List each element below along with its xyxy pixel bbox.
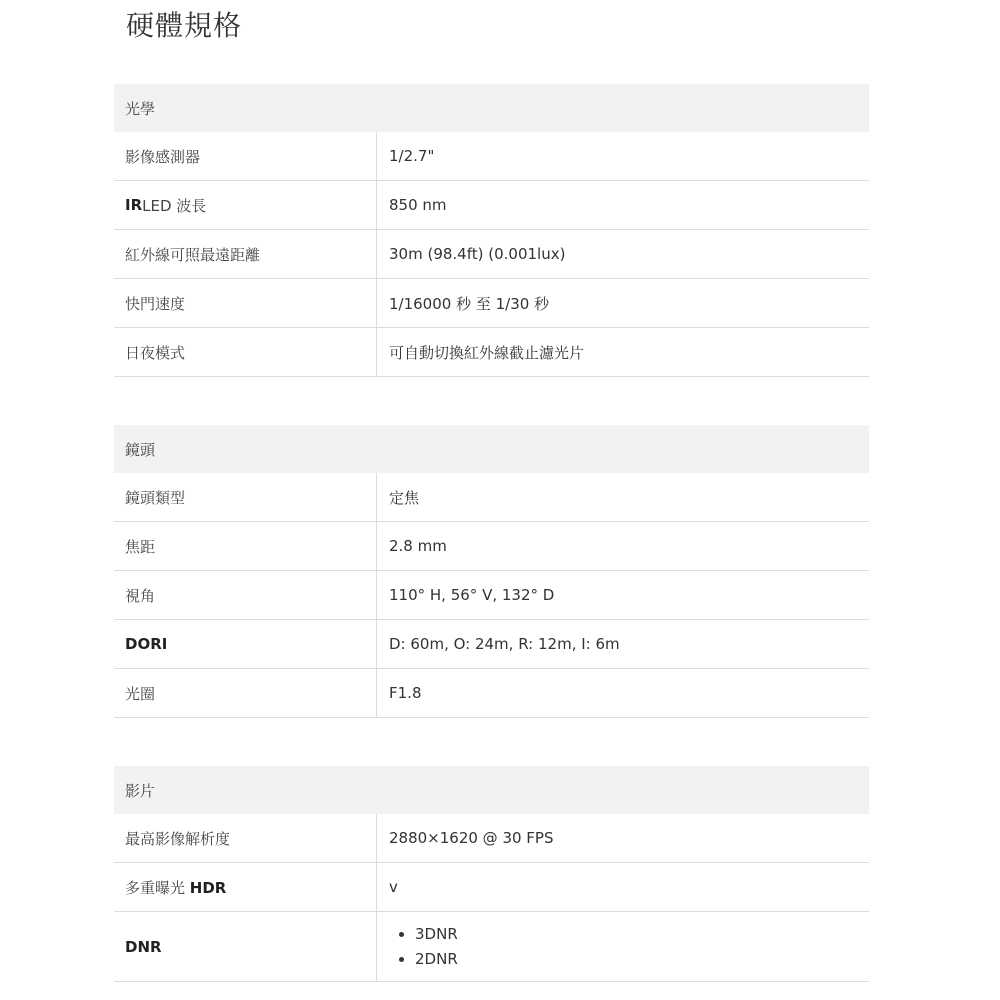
spec-row [114, 132, 869, 181]
spec-value: 30m (98.4ft) (0.001lux) [389, 245, 566, 263]
section-optics [114, 84, 869, 377]
section-lens [114, 425, 869, 718]
spec-row [114, 863, 869, 912]
spec-label: 紅外線可照最遠距離 [114, 230, 377, 278]
spec-label: 光圈 [114, 669, 377, 717]
spec-value [377, 912, 869, 981]
section-header: 鏡頭 [114, 425, 869, 473]
spec-row [114, 279, 869, 328]
page-title: 硬體規格 [126, 9, 243, 42]
spec-value: F1.8 [389, 684, 422, 702]
section-video [114, 766, 869, 982]
spec-value: 1/2.7" [389, 147, 435, 165]
list-item: • 2DNR [415, 947, 458, 972]
spec-row [114, 814, 869, 863]
spec-label: 快門速度 [114, 279, 377, 327]
spec-value: 850 nm [389, 196, 447, 214]
spec-label: DNR [114, 912, 377, 981]
spec-value: 2.8 mm [389, 537, 447, 555]
spec-label: 視角 [114, 571, 377, 619]
spec-row [114, 328, 869, 377]
spec-value: 2880×1620 @ 30 FPS [389, 829, 554, 847]
spec-row [114, 522, 869, 571]
spec-label: 最高影像解析度 [114, 814, 377, 862]
spec-label: 日夜模式 [114, 328, 377, 376]
spec-row [114, 473, 869, 522]
section-header: 影片 [114, 766, 869, 814]
spec-row [114, 230, 869, 279]
spec-row [114, 571, 869, 620]
spec-value: 110° H, 56° V, 132° D [389, 586, 555, 604]
spec-value: D: 60m, O: 24m, R: 12m, I: 6m [389, 635, 620, 653]
section-header: 光學 [114, 84, 869, 132]
spec-label: IR LED 波長 [114, 181, 377, 229]
spec-row [114, 912, 869, 982]
spec-label [114, 863, 377, 911]
spec-value: 可自動切換紅外線截止濾光片 [389, 343, 585, 362]
spec-label: 鏡頭類型 [114, 473, 377, 521]
spec-label: DORI [114, 620, 377, 668]
spec-row [114, 620, 869, 669]
spec-value: 1/16000 秒 至 1/30 秒 [389, 294, 550, 313]
dnr-list [389, 922, 458, 972]
spec-label: 影像感測器 [114, 132, 377, 180]
spec-value: 定焦 [389, 488, 420, 507]
spec-sections [114, 84, 869, 1000]
spec-row [114, 669, 869, 718]
spec-label: 焦距 [114, 522, 377, 570]
spec-value: v [389, 878, 398, 896]
spec-label-text: 多重曝光 HDR [125, 878, 227, 897]
spec-row [114, 181, 869, 230]
list-item: • 3DNR [415, 922, 458, 947]
